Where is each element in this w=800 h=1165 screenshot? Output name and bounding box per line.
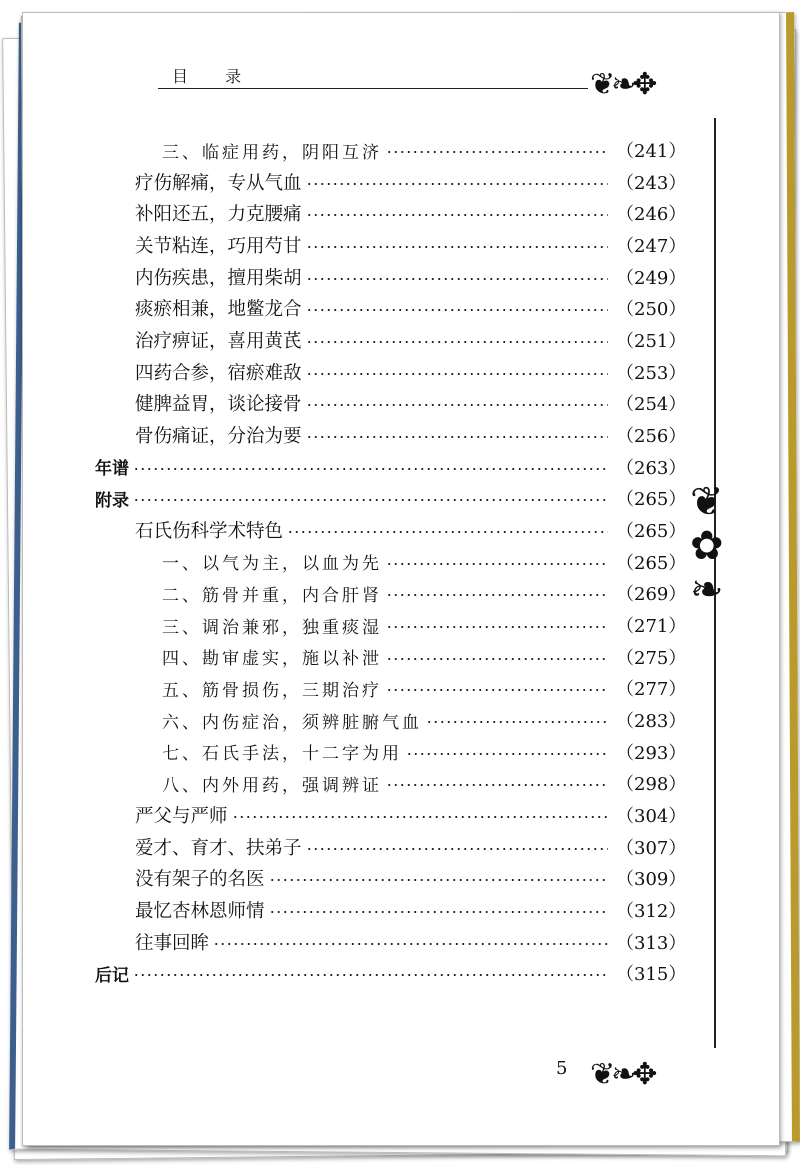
toc-entry-title: 后记 — [95, 965, 129, 986]
toc-entry — [135, 230, 687, 260]
toc-entry — [95, 958, 687, 988]
toc-entry-page: （241） — [616, 141, 687, 162]
toc-entry-page: （251） — [616, 331, 687, 353]
page-header-title: 目 录 — [172, 67, 258, 86]
toc-entry-title: 三、调治兼邪，独重痰湿 — [162, 617, 382, 638]
toc-entry-page: （265） — [616, 489, 687, 511]
toc-entry — [135, 198, 687, 228]
dot-leader — [306, 435, 608, 439]
toc-entry — [162, 642, 687, 672]
toc-entry-title: 二、筋骨并重，内合肝肾 — [162, 585, 382, 606]
dot-leader — [269, 910, 608, 914]
toc-entry — [135, 515, 687, 545]
dot-leader — [287, 530, 608, 534]
toc-entry — [162, 547, 687, 577]
toc-entry-page: （249） — [616, 267, 687, 289]
toc-entry-page: （283） — [616, 711, 687, 733]
toc-entry-title: 石氏伤科学术特色 — [135, 521, 284, 543]
dot-leader — [386, 562, 608, 566]
toc-entry — [135, 895, 687, 925]
side-ornament-icon: ❦ ✿ ❧ — [690, 479, 724, 613]
toc-entry — [135, 927, 687, 957]
toc-entry-page: （298） — [616, 774, 687, 796]
toc-entry-title: 八、内外用药，强调辨证 — [162, 775, 382, 796]
toc-entry-title: 五、筋骨损伤，三期治疗 — [162, 680, 382, 701]
toc-entry — [135, 293, 687, 323]
toc-entry — [135, 357, 687, 387]
toc-entry — [162, 578, 687, 608]
toc-entry-page: （265） — [616, 552, 687, 574]
toc-entry-title: 内伤疾患，擅用柴胡 — [135, 267, 302, 289]
toc-entry-title: 四药合参，宿瘀难敌 — [135, 362, 302, 384]
toc-entry — [135, 167, 687, 197]
toc-entry — [135, 388, 687, 418]
toc-entry-page: （243） — [616, 172, 687, 194]
dot-leader — [426, 720, 608, 724]
toc-entry-title: 疗伤解痛，专从气血 — [135, 172, 302, 194]
toc-entry-title: 四、勘审虚实，施以补泄 — [162, 649, 382, 670]
toc-entry-page: （313） — [616, 932, 687, 954]
toc-entry-title: 七、石氏手法，十二字为用 — [162, 744, 402, 765]
toc-entry-title: 健脾益胃，谈论接骨 — [135, 394, 302, 416]
toc-entry-title: 关节粘连，巧用芍甘 — [135, 236, 302, 257]
dot-leader — [133, 467, 608, 471]
toc-entry-page: （304） — [616, 806, 687, 828]
toc-entry-title: 痰瘀相兼，地鳖龙合 — [135, 299, 302, 321]
toc-entry-title: 严父与严师 — [135, 806, 228, 828]
dot-leader — [386, 688, 608, 692]
toc-entry-title: 一、以气为主，以血为先 — [162, 554, 382, 575]
toc-entry — [162, 610, 687, 640]
toc-entry — [162, 673, 687, 703]
toc-entry — [135, 863, 687, 893]
toc-entry-title: 附录 — [95, 490, 129, 511]
toc-entry-page: （263） — [616, 457, 687, 479]
toc-entry-title: 三、临症用药，阴阳互济 — [162, 142, 382, 163]
dot-leader — [386, 593, 608, 597]
dot-leader — [133, 498, 608, 502]
toc-entry-title: 最忆杏林恩师情 — [135, 901, 265, 923]
toc-entry — [162, 768, 687, 798]
toc-entry — [135, 420, 687, 450]
dot-leader — [306, 213, 608, 217]
toc-entry-page: （275） — [616, 647, 687, 669]
toc-entry-title: 六、内伤症治，须辨脏腑气血 — [162, 712, 422, 733]
dot-leader — [386, 625, 608, 629]
toc-entry-title: 补阳还五，力克腰痛 — [135, 204, 302, 226]
toc-entry-page: （250） — [616, 299, 687, 321]
dot-leader — [386, 657, 608, 661]
dot-leader — [269, 878, 608, 882]
toc-entry-title: 骨伤痛证，分治为要 — [135, 426, 302, 448]
dot-leader — [406, 752, 608, 756]
dot-leader — [306, 372, 608, 376]
toc-entry-page: （307） — [616, 837, 687, 859]
header-rule — [158, 88, 588, 89]
toc-entry-title: 往事回眸 — [135, 932, 210, 954]
toc-entry-page: （254） — [616, 394, 687, 416]
toc-entry — [95, 452, 687, 482]
toc-entry — [95, 483, 687, 513]
dot-leader — [306, 182, 608, 186]
toc-entry — [135, 262, 687, 292]
dot-leader — [306, 308, 608, 312]
dot-leader — [386, 783, 608, 787]
dot-leader — [386, 150, 608, 154]
toc-entry — [162, 737, 687, 767]
toc-entry-title: 爱才、育才、扶弟子 — [135, 837, 302, 859]
corner-ornament-icon: ❦❧✥ — [590, 67, 654, 102]
toc-entry-page: （253） — [616, 362, 687, 384]
toc-entry — [135, 832, 687, 862]
toc-entry-page: （265） — [616, 521, 687, 543]
toc-entry-page: （277） — [616, 679, 687, 701]
page-number: 5 — [556, 1058, 568, 1079]
toc-entry-title: 没有架子的名医 — [135, 869, 265, 891]
toc-entry — [162, 135, 687, 165]
toc-entry-page: （271） — [616, 616, 687, 638]
dot-leader — [306, 277, 608, 281]
toc-entry-title: 治疗痹证，喜用黄芪 — [135, 331, 302, 353]
dot-leader — [306, 847, 608, 851]
dot-leader — [232, 815, 608, 819]
toc-entry-page: （293） — [616, 742, 687, 764]
toc-entry — [135, 325, 687, 355]
toc-entry-page: （312） — [616, 901, 687, 923]
dot-leader — [306, 340, 608, 344]
toc-entry-page: （269） — [616, 584, 687, 606]
dot-leader — [133, 973, 608, 977]
toc-entry-title: 年谱 — [95, 459, 129, 480]
corner-ornament-icon: ❦❧✥ — [590, 1057, 654, 1092]
toc-entry-page: （247） — [616, 236, 687, 257]
toc-entry-page: （315） — [616, 964, 687, 986]
toc-entry — [135, 800, 687, 830]
dot-leader — [306, 245, 608, 249]
dot-leader — [213, 942, 608, 946]
toc-entry — [162, 705, 687, 735]
toc-entry-page: （256） — [616, 426, 687, 448]
dot-leader — [306, 403, 608, 407]
toc-entry-page: （246） — [616, 204, 687, 226]
toc-entry-page: （309） — [616, 869, 687, 891]
